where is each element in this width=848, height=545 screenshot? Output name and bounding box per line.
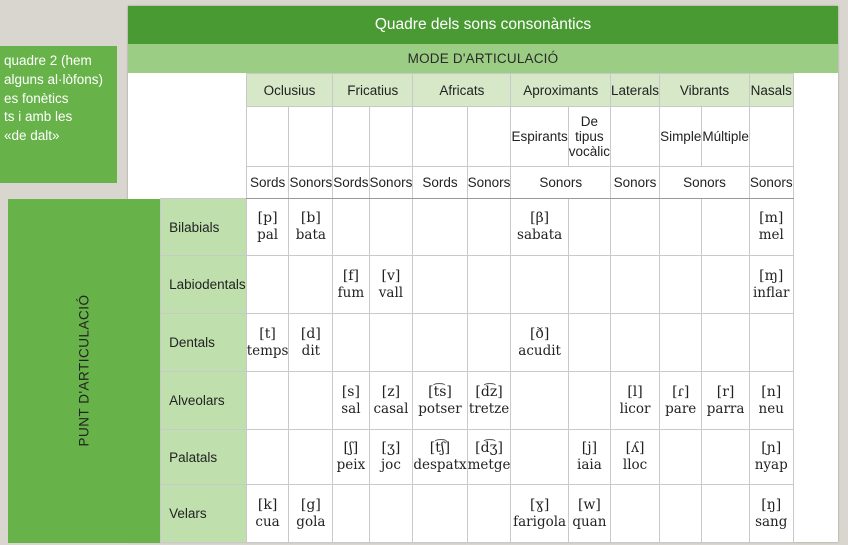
example-word: sabata xyxy=(517,227,563,243)
corner-blank xyxy=(8,74,246,199)
row-label: Labiodentals xyxy=(161,256,247,314)
point-header-label: PUNT D'ARTICULACIÓ xyxy=(76,294,92,447)
example-word: acudit xyxy=(518,342,561,359)
table-body xyxy=(8,199,793,543)
side-note-line: quadre 2 (hem xyxy=(4,53,92,68)
ipa-symbol: [w] xyxy=(577,496,601,513)
category-oclusius: Oclusius xyxy=(246,74,333,107)
ipa-symbol: [z] xyxy=(381,383,401,400)
ipa-symbol: [ŋ] xyxy=(761,496,782,513)
example-word: dit xyxy=(301,342,321,359)
sound-cell xyxy=(246,199,289,256)
sub-empty xyxy=(749,107,793,167)
ipa-symbol: [f] xyxy=(342,267,359,284)
side-note-line: «de dalt» xyxy=(4,128,60,144)
example-word: joc xyxy=(381,457,401,473)
ipa-symbol: [m] xyxy=(759,210,784,226)
ipa-symbol: [l] xyxy=(627,383,643,400)
example-word: cua xyxy=(255,513,280,530)
sound-cell xyxy=(369,430,413,485)
ipa-symbol: [g] xyxy=(300,496,321,513)
sub-empty xyxy=(467,107,511,167)
row-label: Dentals xyxy=(161,314,247,372)
sound-cell xyxy=(369,256,413,314)
table-title: Quadre dels sons consonàntics xyxy=(128,6,838,44)
sub-de-tipus-vocalic: De tipus vocàlic xyxy=(568,107,610,167)
sound-cell xyxy=(511,314,568,372)
example-word: licor xyxy=(619,400,651,417)
ipa-symbol: [ʎ] xyxy=(625,440,645,456)
sound-cell xyxy=(413,199,467,256)
sound-cell xyxy=(511,485,568,543)
example-word: potser xyxy=(418,400,462,417)
voicing-label: Sords xyxy=(246,167,289,199)
sound-cell xyxy=(413,256,467,314)
sound-cell xyxy=(467,372,511,430)
sound-cell xyxy=(413,485,467,543)
sub-empty xyxy=(333,107,369,167)
sub-simple: Simple xyxy=(660,107,702,167)
ipa-symbol: [ð] xyxy=(529,325,550,342)
consonant-grid xyxy=(8,73,794,543)
voicing-label: Sonors xyxy=(511,167,611,199)
voicing-label: Sonors xyxy=(660,167,750,199)
example-word: pare xyxy=(665,400,697,417)
example-word: mel xyxy=(758,227,784,243)
sound-cell xyxy=(660,256,702,314)
sound-cell xyxy=(511,199,568,256)
example-word: neu xyxy=(758,400,784,417)
ipa-symbol: [p] xyxy=(257,210,278,226)
sound-cell xyxy=(702,314,750,372)
sound-cell xyxy=(333,372,369,430)
sound-cell xyxy=(749,314,793,372)
sub-empty xyxy=(413,107,467,167)
sub-empty xyxy=(369,107,413,167)
side-note-line: alguns al·lòfons) xyxy=(4,71,104,87)
category-fricatius: Fricatius xyxy=(333,74,413,107)
point-header xyxy=(8,199,161,543)
example-word: sang xyxy=(755,513,788,530)
voicing-label: Sonors xyxy=(611,167,660,199)
sound-cell xyxy=(369,199,413,256)
sound-cell xyxy=(568,314,610,372)
row-label: Palatals xyxy=(161,430,247,485)
sound-cell xyxy=(511,372,568,430)
sound-cell xyxy=(749,485,793,543)
example-word: despatx xyxy=(413,457,467,473)
sound-cell xyxy=(246,372,289,430)
sound-cell xyxy=(660,314,702,372)
sound-cell xyxy=(289,199,333,256)
example-word: pal xyxy=(257,227,279,243)
example-word: gola xyxy=(296,513,326,530)
sound-cell xyxy=(333,256,369,314)
example-word: iaia xyxy=(577,457,602,473)
category-nasals: Nasals xyxy=(749,74,793,107)
voicing-label: Sords xyxy=(413,167,467,199)
example-word: vall xyxy=(378,284,404,301)
example-word: lloc xyxy=(622,457,648,473)
example-word: temps xyxy=(246,342,289,359)
sub-empty xyxy=(246,107,289,167)
sound-cell xyxy=(467,199,511,256)
sound-cell xyxy=(246,256,289,314)
sound-cell xyxy=(511,256,568,314)
example-word: sal xyxy=(341,400,361,417)
ipa-symbol: [β] xyxy=(530,210,550,226)
ipa-symbol: [t͡ʃ] xyxy=(429,440,451,456)
sound-cell xyxy=(246,430,289,485)
sound-cell xyxy=(413,372,467,430)
ipa-symbol: [ɣ] xyxy=(529,496,550,513)
sound-cell xyxy=(702,430,750,485)
sound-cell xyxy=(289,372,333,430)
sound-cell xyxy=(660,430,702,485)
sound-cell xyxy=(467,430,511,485)
sub-multiple: Múltiple xyxy=(702,107,750,167)
sound-cell xyxy=(611,430,660,485)
side-note-line: ts i amb les xyxy=(4,109,73,125)
category-vibrants: Vibrants xyxy=(660,74,750,107)
sound-cell xyxy=(749,256,793,314)
sound-cell xyxy=(369,372,413,430)
sound-cell xyxy=(289,256,333,314)
example-word: casal xyxy=(373,400,409,417)
sound-cell xyxy=(333,485,369,543)
sound-cell xyxy=(333,199,369,256)
sound-cell xyxy=(749,430,793,485)
sound-cell xyxy=(568,199,610,256)
sound-cell xyxy=(289,430,333,485)
consonant-table-panel xyxy=(76,6,838,542)
voicing-label: Sonors xyxy=(749,167,793,199)
example-word: fum xyxy=(337,284,365,301)
sound-cell xyxy=(369,485,413,543)
sound-cell xyxy=(660,485,702,543)
sub-empty xyxy=(611,107,660,167)
ipa-symbol: [ɲ] xyxy=(761,440,782,456)
example-word: peix xyxy=(336,457,366,473)
sound-cell xyxy=(467,485,511,543)
sound-cell xyxy=(467,256,511,314)
sound-cell xyxy=(413,314,467,372)
sound-cell xyxy=(333,314,369,372)
table-row xyxy=(8,199,793,256)
example-word: bata xyxy=(295,227,326,243)
ipa-symbol: [v] xyxy=(381,267,401,284)
sound-cell xyxy=(568,430,610,485)
sound-cell xyxy=(749,372,793,430)
category-laterals: Laterals xyxy=(611,74,660,107)
sound-cell xyxy=(246,314,289,372)
example-word: quan xyxy=(572,513,607,530)
sound-cell xyxy=(467,314,511,372)
example-word: farigola xyxy=(513,513,567,530)
sound-cell xyxy=(568,372,610,430)
ipa-symbol: [k] xyxy=(257,496,278,513)
sub-espirants: Espirants xyxy=(511,107,568,167)
category-aproximants: Aproximants xyxy=(511,74,611,107)
row-label: Alveolars xyxy=(161,372,247,430)
row-label: Bilabials xyxy=(161,199,247,256)
ipa-symbol: [d͡z] xyxy=(475,383,503,400)
ipa-symbol: [d] xyxy=(300,325,321,342)
ipa-symbol: [ɱ] xyxy=(759,267,784,284)
sound-cell xyxy=(660,199,702,256)
ipa-symbol: [t] xyxy=(259,325,276,342)
sound-cell xyxy=(702,485,750,543)
sound-cell xyxy=(511,430,568,485)
ipa-symbol: [ɾ] xyxy=(672,383,690,400)
side-note-line: es fonètics xyxy=(4,90,69,106)
ipa-symbol: [b] xyxy=(300,210,321,226)
sound-cell xyxy=(611,199,660,256)
sound-cell xyxy=(702,199,750,256)
ipa-symbol: [ʒ] xyxy=(381,440,401,456)
ipa-symbol: [ʃ] xyxy=(343,440,359,456)
example-word: nyap xyxy=(754,457,788,473)
sound-cell xyxy=(369,314,413,372)
sound-cell xyxy=(611,485,660,543)
example-word: tretze xyxy=(468,400,510,417)
sound-cell xyxy=(289,314,333,372)
voicing-label: Sords xyxy=(333,167,369,199)
sound-cell xyxy=(413,430,467,485)
category-africats: Africats xyxy=(413,74,511,107)
example-word: parra xyxy=(706,400,745,417)
row-label: Velars xyxy=(161,485,247,543)
sound-cell xyxy=(289,485,333,543)
sound-cell xyxy=(611,314,660,372)
ipa-symbol: [d͡ʒ] xyxy=(475,440,503,456)
sound-cell xyxy=(660,372,702,430)
sound-cell xyxy=(702,372,750,430)
sound-cell xyxy=(702,256,750,314)
sub-empty xyxy=(289,107,333,167)
sound-cell xyxy=(568,485,610,543)
sound-cell xyxy=(246,485,289,543)
sound-cell xyxy=(611,256,660,314)
mode-header: MODE D'ARTICULACIÓ xyxy=(128,44,838,73)
voicing-label: Sonors xyxy=(289,167,333,199)
sound-cell xyxy=(333,430,369,485)
ipa-symbol: [n] xyxy=(761,383,782,400)
ipa-symbol: [j] xyxy=(581,440,598,456)
voicing-label: Sonors xyxy=(467,167,511,199)
sound-cell xyxy=(611,372,660,430)
sound-cell xyxy=(568,256,610,314)
ipa-symbol: [s] xyxy=(341,383,360,400)
ipa-symbol: [t͡s] xyxy=(428,383,452,400)
ipa-symbol: [r] xyxy=(716,383,735,400)
sound-cell xyxy=(749,199,793,256)
example-word: inflar xyxy=(752,284,790,301)
voicing-label: Sonors xyxy=(369,167,413,199)
example-word: metge xyxy=(467,457,511,473)
